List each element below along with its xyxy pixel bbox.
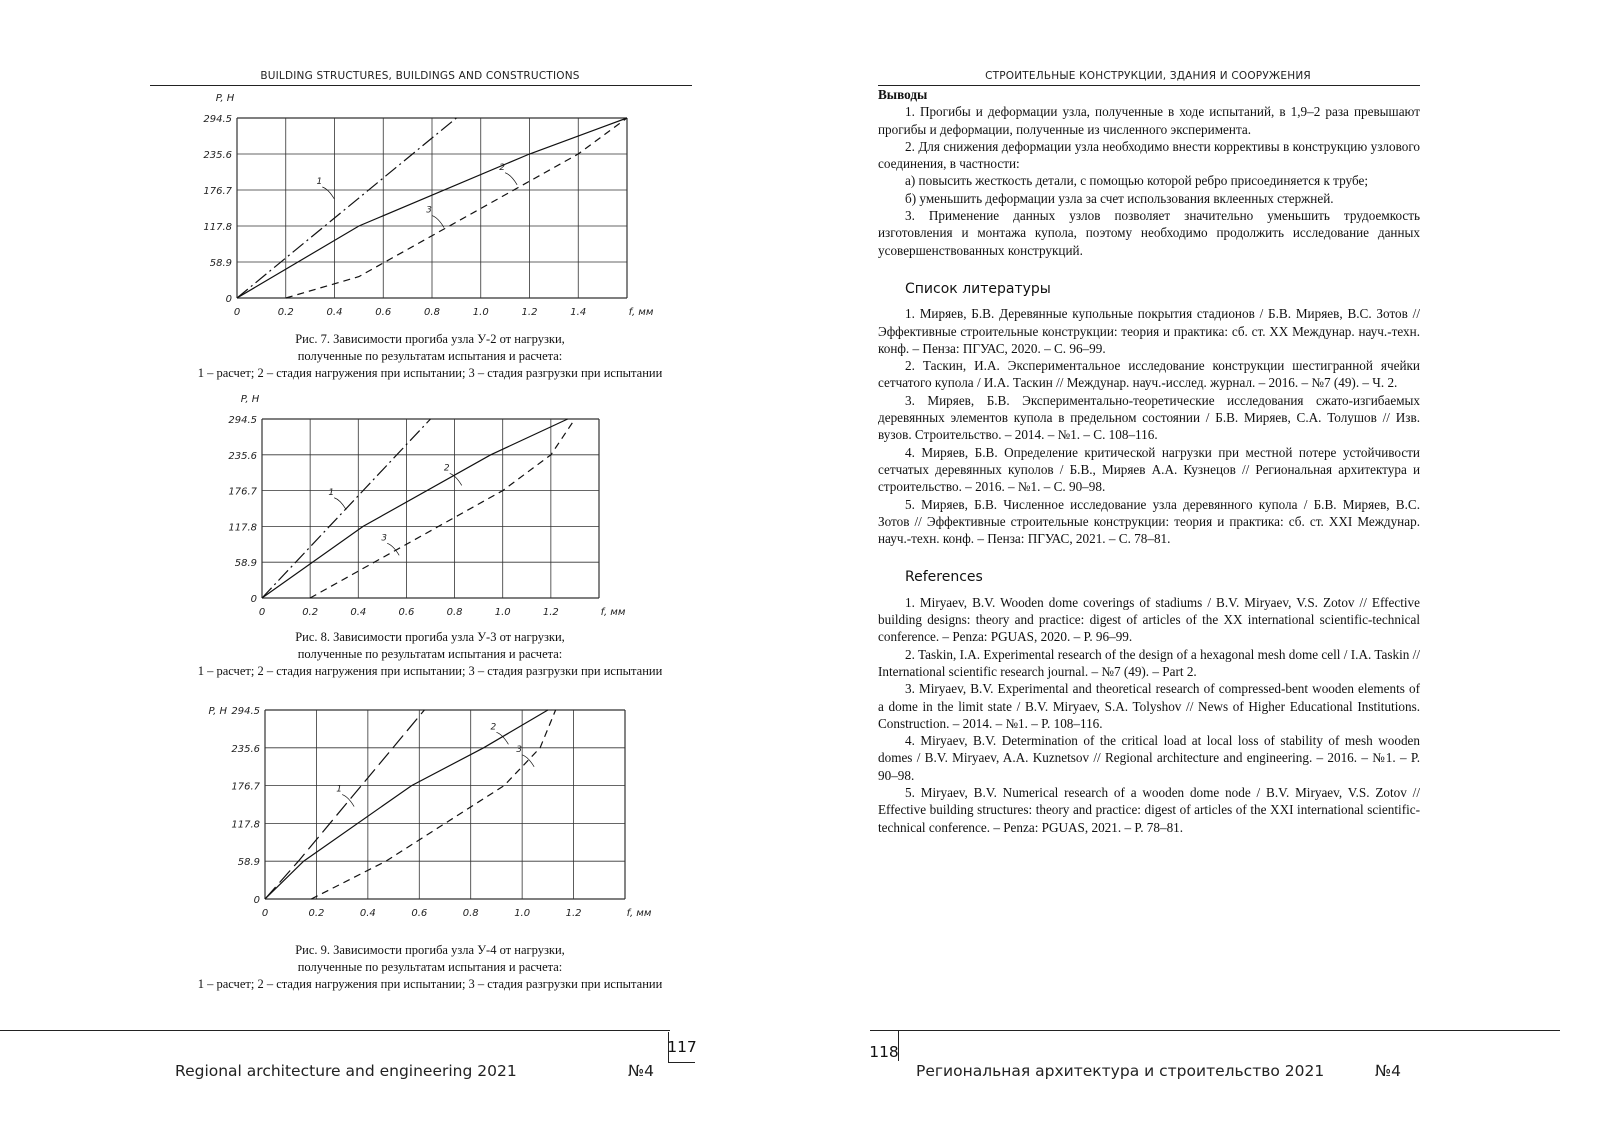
references-en-title: References: [905, 569, 983, 586]
x-tick-label: 0: [258, 607, 266, 618]
series-label: 3: [426, 205, 432, 216]
series-label: 3: [381, 533, 388, 544]
series-label-leader: [334, 498, 346, 510]
x-tick-label: 0.4: [359, 908, 376, 919]
reference-ru-item: 2. Таскин, И.А. Экспериментальное исследование конструкции шестигранной ячейки сетчатого купола / И.А. Таскин // Междунар. науч.-исслед. журнал. – 2016. – №7 (49). – Ч. 2.: [878, 358, 1420, 391]
series-label: 1: [336, 784, 343, 795]
x-tick-label: 0: [233, 307, 241, 318]
figure-9-caption-line: Рис. 9. Зависимости прогиба узла У-4 от нагрузки,: [295, 943, 565, 957]
x-tick-label: 0.8: [424, 307, 440, 318]
y-tick-label: 0: [225, 294, 232, 305]
x-tick-label: 0.4: [326, 307, 343, 318]
reference-en-item: 1. Miryaev, B.V. Wooden dome coverings of stadiums / B.V. Miryaev, V.S. Zotov // Effective building designs: theory and practice: digest of articles of the XX international scientific-technical conference. – Penza: PGUAS, 2020. – P. 96–99.: [878, 594, 1420, 645]
right-footer-journal: Региональная архитектура и строительство 2021: [916, 1062, 1325, 1080]
right-footer-rule: [898, 1030, 1560, 1031]
y-tick-label: 117.8: [231, 819, 260, 831]
figure-9-caption-line: полученные по результатам испытания и расчета:: [297, 960, 563, 974]
x-tick-label: 0.4: [350, 607, 367, 618]
x-tick-label: 1.4: [570, 307, 587, 318]
y-tick-label: 294.5: [203, 114, 232, 125]
series-line-2: [262, 419, 568, 598]
series-line-2: [265, 710, 548, 899]
x-tick-label: 0.8: [462, 908, 479, 919]
series-label: 1: [328, 487, 335, 498]
figure-9-caption-line: 1 – расчет; 2 – стадия нагружения при испытании; 3 – стадия разгрузки при испытании: [197, 977, 663, 991]
conclusion-item: а) повысить жесткость детали, с помощью которой ребро присоединяется к трубе;: [905, 173, 1369, 189]
y-tick-label: 235.6: [231, 743, 260, 755]
y-tick-label: 58.9: [209, 258, 232, 269]
right-page-number: 118: [870, 1030, 899, 1061]
reference-en-item: 2. Taskin, I.A. Experimental research of the design of a hexagonal mesh dome cell / I.A. Taskin // International scientific research journal. – №7 (49). – Part 2.: [878, 646, 1420, 679]
x-axis-label: f, мм: [600, 607, 626, 618]
x-tick-label: 0.6: [411, 908, 428, 919]
x-tick-label: 1.2: [542, 607, 559, 618]
conclusions-title: Выводы: [878, 87, 928, 102]
series-line-3: [286, 118, 627, 298]
series-label-leader: [505, 173, 517, 185]
x-tick-label: 0.2: [277, 307, 294, 318]
series-label: 2: [490, 722, 497, 733]
figure-8-caption-line: 1 – расчет; 2 – стадия нагружения при испытании; 3 – стадия разгрузки при испытании: [197, 664, 663, 678]
figure-9-caption: [150, 942, 710, 993]
figure-8-chart: [225, 388, 625, 626]
y-tick-label: 117.8: [228, 522, 257, 534]
series-label-leader: [450, 473, 462, 485]
x-tick-label: 0.2: [308, 908, 325, 919]
reference-ru-item: 1. Миряев, Б.В. Деревянные купольные покрытия стадионов / Б.В. Миряев, В.С. Зотов // Эффективные строительные конструкции: теория и практика: сб. ст. XX Междунар. науч.-техн. конф. – Пенза: ПГУАС, 2020. – С. 96–99.: [878, 306, 1420, 356]
x-tick-label: 1.2: [521, 307, 538, 318]
figure-7-caption-line: полученные по результатам испытания и расчета:: [297, 349, 563, 363]
reference-ru-item: 5. Миряев, Б.В. Численное исследование узла деревянного купола / Б.В. Миряев, В.С. Зотов // Эффективные строительные конструкции: теория и практика: сб. ст. XXI Междунар. науч.-техн. конф. – Пенза: ПГУАС, 2021. – С. 78–81.: [878, 496, 1420, 547]
y-tick-label: 294.5: [228, 415, 257, 426]
x-tick-label: 1.0: [494, 607, 511, 618]
left-footer-issue: №4: [628, 1062, 654, 1080]
references-ru-title: Список литературы: [905, 280, 1051, 297]
y-tick-label: 58.9: [234, 558, 257, 570]
right-footer-issue: №4: [1375, 1062, 1401, 1080]
figure-7-chart: [200, 86, 654, 324]
series-label: 3: [516, 744, 523, 755]
series-line-1: [237, 118, 456, 298]
figure-7-caption-line: Рис. 7. Зависимости прогиба узла У-2 от нагрузки,: [295, 332, 565, 346]
series-label: 2: [443, 463, 450, 474]
y-tick-label: 294.5: [231, 706, 260, 717]
figure-9-chart: [205, 695, 652, 935]
y-tick-label: 176.7: [228, 486, 257, 498]
left-footer-rule: [0, 1030, 670, 1031]
figure-8-caption-line: Рис. 8. Зависимости прогиба узла У-3 от нагрузки,: [295, 630, 565, 644]
left-running-header: BUILDING STRUCTURES, BUILDINGS AND CONSTRUCTIONS: [260, 70, 580, 82]
x-tick-label: 1.0: [514, 908, 531, 919]
conclusion-item: 2. Для снижения деформации узла необходимо внести коррективы в конструкцию узлового соединения, в частности:: [878, 138, 1420, 172]
y-tick-label: 0: [253, 895, 260, 906]
x-tick-label: 1.0: [472, 307, 489, 318]
x-tick-label: 0.8: [446, 607, 463, 618]
reference-ru-item: 4. Миряев, Б.В. Определение критической нагрузки при местной потере устойчивости сетчатых деревянных куполов / Б.В., Миряев А.А. Кузнецов // Региональная архитектура и строительство. – 2016. – №1. – С. 90–98.: [878, 444, 1420, 495]
x-tick-label: 0.6: [398, 607, 415, 618]
conclusion-item: б) уменьшить деформации узла за счет использования вклеенных стержней.: [905, 190, 1334, 206]
series-line-1: [262, 419, 431, 598]
y-tick-label: 0: [250, 594, 257, 605]
y-tick-label: 235.6: [228, 450, 257, 462]
left-page-number: 117: [668, 1032, 695, 1063]
figure-8-caption: [150, 629, 710, 680]
x-tick-label: 0: [261, 908, 269, 919]
x-tick-label: 1.2: [565, 908, 582, 919]
left-footer-journal: Regional architecture and engineering 2021: [175, 1062, 517, 1080]
conclusion-item: 1. Прогибы и деформации узла, полученные в ходе испытаний, в 1,9–2 раза превышают прогибы и деформации, полученные из численного эксперимента.: [878, 104, 1420, 137]
y-tick-label: 176.7: [231, 781, 260, 793]
figure-7-caption: [150, 331, 710, 382]
reference-en-item: 4. Miryaev, B.V. Determination of the critical load at local loss of stability of mesh wooden domes / B.V. Miryaev, A.A. Kuznetsov // Regional architecture and engineering. – 2016. – №1. – P. 90–98.: [878, 733, 1420, 783]
y-tick-label: 117.8: [203, 222, 232, 233]
y-axis-label: P, Н: [215, 93, 235, 104]
x-tick-label: 0.6: [375, 307, 392, 318]
series-label: 1: [316, 177, 323, 187]
series-label-leader: [322, 187, 334, 199]
series-line-1: [265, 710, 424, 899]
y-axis-label: P, Н: [208, 706, 227, 717]
reference-ru-item: 3. Миряев, Б.В. Экспериментально-теоретические исследования сжато-изгибаемых деревянных элементов купола в предельном состоянии / Б.В. Миряев, С.А. Толушов // Изв. вузов. Строительство. – 2014. – №1. – С. 108–116.: [878, 392, 1420, 443]
x-tick-label: 0.2: [302, 607, 319, 618]
series-label: 2: [499, 162, 505, 173]
x-axis-label: f, мм: [626, 908, 652, 919]
x-axis-label: f, мм: [628, 307, 654, 318]
reference-en-item: 3. Miryaev, B.V. Experimental and theoretical research of compressed-bent wooden elements of a dome in the limit state / B.V. Miryaev, S.A. Tolyshov // News of Higher Educational Institutions. Construction. – 2014. – №1. – P. 108–116.: [878, 681, 1420, 731]
y-tick-label: 176.7: [203, 186, 232, 197]
figure-7-caption-line: 1 – расчет; 2 – стадия нагружения при испытании; 3 – стадия разгрузки при испытании: [197, 366, 663, 380]
right-page-body: [878, 86, 1420, 836]
y-tick-label: 235.6: [203, 150, 232, 161]
y-tick-label: 58.9: [237, 857, 260, 869]
reference-en-item: 5. Miryaev, B.V. Numerical research of a wooden dome node / B.V. Miryaev, V.S. Zotov // Effective building structures: theory and practice: digest of articles of the XXI international scientific-technical conference. – Penza: PGUAS, 2021. – P. 78–81.: [878, 784, 1420, 835]
figure-8-caption-line: полученные по результатам испытания и расчета:: [297, 647, 563, 661]
right-running-header: СТРОИТЕЛЬНЫЕ КОНСТРУКЦИИ, ЗДАНИЯ И СООРУЖЕНИЯ: [985, 70, 1311, 82]
series-line-3: [311, 710, 555, 899]
conclusion-item: 3. Применение данных узлов позволяет значительно уменьшить трудоемкость изготовления и монтажа купола, поэтому необходимо продолжить исследование данных усовершенствованных конструкций.: [878, 208, 1420, 258]
y-axis-label: P, Н: [240, 394, 260, 405]
series-line-3: [310, 419, 575, 598]
